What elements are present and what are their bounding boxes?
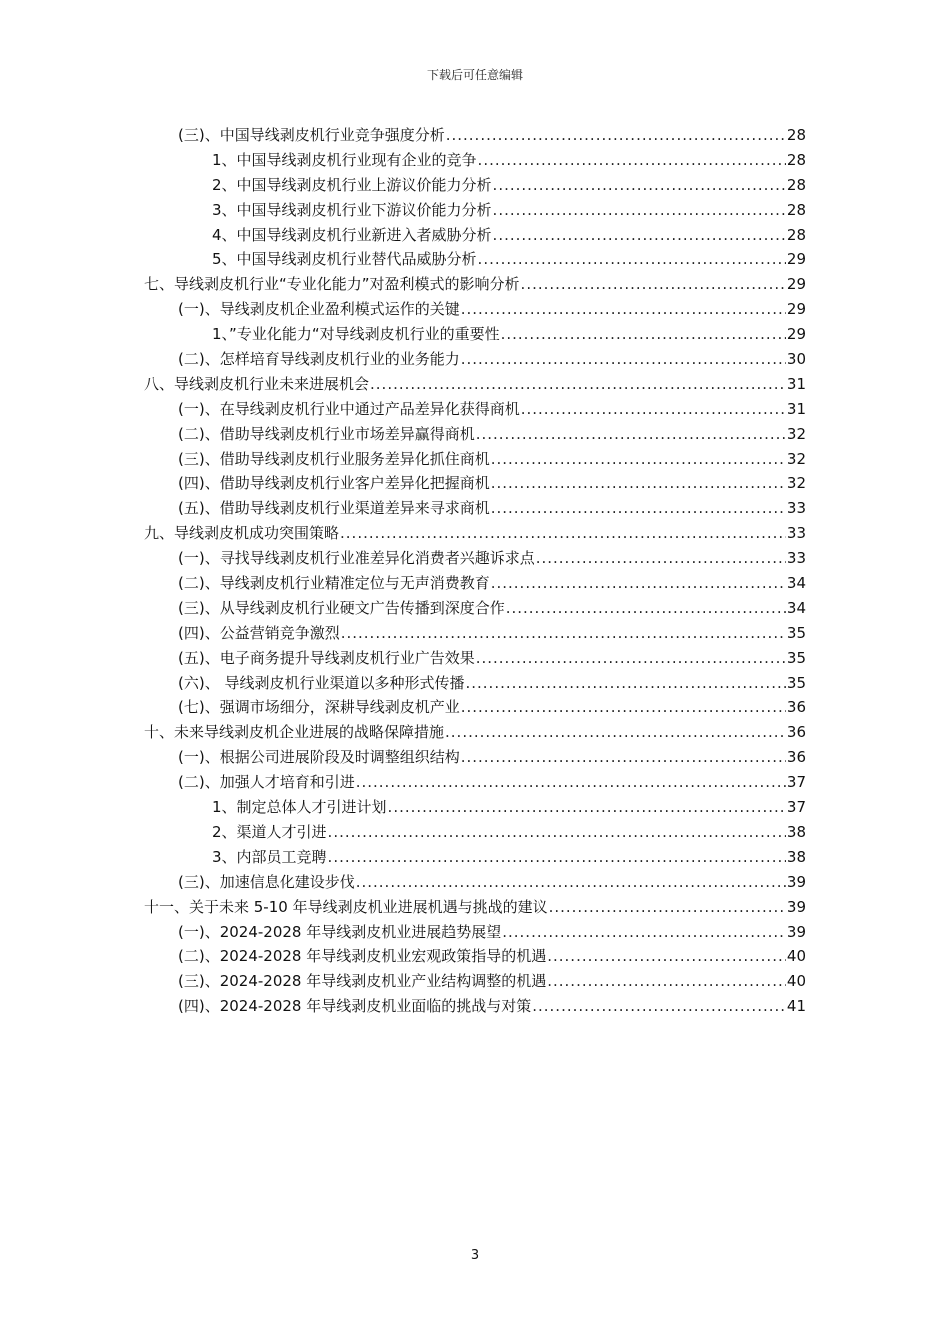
page-header: 下载后可任意编辑 bbox=[426, 68, 523, 82]
toc-entry-title: (三)、中国导线剥皮机行业竞争强度分析 bbox=[178, 126, 445, 144]
toc-entry-page: 34 bbox=[786, 598, 806, 617]
toc-entry-page: 36 bbox=[786, 748, 806, 767]
toc-leader-dots bbox=[476, 649, 786, 667]
toc-entry-title: 2、渠道人才引进 bbox=[212, 822, 327, 841]
toc-entry-title: 3、内部员工竞聘 bbox=[212, 847, 327, 866]
toc-entry[interactable] bbox=[144, 995, 806, 1020]
toc-entry[interactable] bbox=[144, 124, 806, 149]
toc-entry[interactable] bbox=[144, 323, 806, 348]
toc-entry-page: 34 bbox=[786, 574, 806, 593]
toc-leader-dots bbox=[493, 226, 786, 244]
toc-leader-dots bbox=[501, 325, 786, 343]
toc-leader-dots bbox=[476, 425, 786, 443]
toc-entry-page: 35 bbox=[786, 623, 806, 642]
toc-entry[interactable] bbox=[144, 149, 806, 174]
toc-leader-dots bbox=[493, 176, 786, 194]
toc-entry[interactable] bbox=[144, 647, 806, 672]
toc-leader-dots bbox=[370, 375, 786, 393]
toc-leader-dots bbox=[478, 250, 786, 268]
toc-leader-dots bbox=[478, 151, 786, 169]
toc-leader-dots bbox=[356, 773, 786, 791]
toc-entry-page: 36 bbox=[786, 698, 806, 717]
toc-entry-page: 39 bbox=[786, 897, 806, 916]
table-of-contents bbox=[144, 124, 806, 1020]
toc-entry-title: (一)、导线剥皮机企业盈利模式运作的关键 bbox=[178, 300, 460, 319]
toc-entry-title: (四)、借助导线剥皮机行业客户差异化把握商机 bbox=[178, 474, 490, 493]
toc-leader-dots bbox=[493, 201, 786, 219]
toc-entry-page: 28 bbox=[786, 225, 806, 244]
toc-entry[interactable] bbox=[144, 248, 806, 273]
toc-leader-dots bbox=[547, 972, 786, 990]
toc-entry-page: 36 bbox=[786, 723, 806, 742]
toc-entry-title: (四)、2024-2028 年导线剥皮机业面临的挑战与对策 bbox=[178, 997, 532, 1016]
toc-entry-page: 39 bbox=[786, 872, 806, 891]
toc-entry[interactable] bbox=[144, 398, 806, 423]
toc-entry[interactable] bbox=[144, 846, 806, 871]
toc-entry-page: 32 bbox=[786, 449, 806, 468]
toc-entry-page: 30 bbox=[786, 350, 806, 369]
toc-entry[interactable] bbox=[144, 921, 806, 946]
toc-entry-page: 35 bbox=[786, 648, 806, 667]
toc-entry-page: 39 bbox=[786, 922, 806, 941]
toc-entry[interactable] bbox=[144, 497, 806, 522]
toc-leader-dots bbox=[341, 624, 786, 642]
toc-leader-dots bbox=[461, 350, 786, 368]
toc-entry-title: 2、中国导线剥皮机行业上游议价能力分析 bbox=[212, 175, 492, 194]
toc-leader-dots bbox=[445, 723, 786, 741]
toc-entry[interactable] bbox=[144, 348, 806, 373]
toc-entry[interactable] bbox=[144, 622, 806, 647]
toc-entry-title: (二)、加强人才培育和引进 bbox=[178, 773, 355, 792]
toc-entry-page: 29 bbox=[786, 250, 806, 269]
toc-entry-page: 33 bbox=[786, 499, 806, 518]
toc-entry-title: 八、导线剥皮机行业未来进展机会 bbox=[144, 374, 370, 393]
toc-entry-title: (一)、2024-2028 年导线剥皮机业进展趋势展望 bbox=[178, 922, 502, 941]
toc-entry-title: 1、制定总体人才引进计划 bbox=[212, 798, 387, 817]
toc-entry-page: 31 bbox=[786, 399, 806, 418]
toc-leader-dots bbox=[536, 549, 786, 567]
toc-entry-page: 29 bbox=[786, 325, 806, 344]
toc-entry-title: (二)、借助导线剥皮机行业市场差异赢得商机 bbox=[178, 424, 475, 443]
toc-leader-dots bbox=[502, 923, 786, 941]
toc-entry-page: 37 bbox=[786, 798, 806, 817]
toc-entry[interactable] bbox=[144, 721, 806, 746]
toc-entry-title: (一)、根据公司进展阶段及时调整组织结构 bbox=[178, 748, 460, 767]
toc-leader-dots bbox=[465, 674, 785, 692]
toc-entry[interactable] bbox=[144, 373, 806, 398]
toc-entry-title: (三)、加速信息化建设步伐 bbox=[178, 872, 355, 891]
toc-entry-page: 31 bbox=[786, 374, 806, 393]
toc-leader-dots bbox=[547, 947, 786, 965]
toc-entry-title: (三)、借助导线剥皮机行业服务差异化抓住商机 bbox=[178, 449, 490, 468]
toc-entry-title: (一)、寻找导线剥皮机行业准差异化消费者兴趣诉求点 bbox=[178, 549, 535, 568]
toc-leader-dots bbox=[356, 873, 786, 891]
toc-entry[interactable] bbox=[144, 199, 806, 224]
toc-entry-title: (七)、强调市场细分，深耕导线剥皮机产业 bbox=[178, 698, 460, 717]
toc-entry-page: 29 bbox=[786, 275, 806, 294]
toc-leader-dots bbox=[446, 126, 786, 144]
toc-entry-title: (六)、 导线剥皮机行业渠道以多种形式传播 bbox=[178, 673, 465, 692]
toc-entry[interactable] bbox=[144, 597, 806, 622]
toc-entry[interactable] bbox=[144, 896, 806, 921]
toc-entry[interactable] bbox=[144, 298, 806, 323]
toc-entry-page: 28 bbox=[786, 150, 806, 169]
toc-entry-title: 1、”专业化能力“对导线剥皮机行业的重要性 bbox=[212, 325, 500, 344]
toc-entry-page: 32 bbox=[786, 474, 806, 493]
toc-leader-dots bbox=[491, 574, 786, 592]
toc-leader-dots bbox=[340, 524, 786, 542]
toc-entry-page: 38 bbox=[786, 847, 806, 866]
toc-entry-page: 29 bbox=[786, 300, 806, 319]
toc-entry[interactable] bbox=[144, 945, 806, 970]
toc-entry-title: 七、导线剥皮机行业“专业化能力”对盈利模式的影响分析 bbox=[144, 275, 520, 294]
toc-entry-title: (五)、借助导线剥皮机行业渠道差异来寻求商机 bbox=[178, 499, 490, 518]
toc-leader-dots bbox=[491, 450, 786, 468]
toc-entry[interactable] bbox=[144, 423, 806, 448]
toc-leader-dots bbox=[388, 798, 786, 816]
toc-leader-dots bbox=[328, 823, 786, 841]
toc-leader-dots bbox=[549, 898, 786, 916]
toc-entry[interactable] bbox=[144, 547, 806, 572]
toc-entry-title: 1、中国导线剥皮机行业现有企业的竞争 bbox=[212, 150, 477, 169]
toc-entry[interactable] bbox=[144, 672, 806, 697]
toc-entry-page: 40 bbox=[786, 972, 806, 991]
toc-leader-dots bbox=[506, 599, 786, 617]
toc-leader-dots bbox=[532, 997, 786, 1015]
toc-leader-dots bbox=[461, 698, 786, 716]
toc-entry-page: 38 bbox=[786, 822, 806, 841]
toc-entry-title: 十一、关于未来 5-10 年导线剥皮机业进展机遇与挑战的建议 bbox=[144, 897, 548, 916]
toc-leader-dots bbox=[491, 474, 786, 492]
toc-entry[interactable] bbox=[144, 970, 806, 995]
toc-entry[interactable] bbox=[144, 572, 806, 597]
toc-leader-dots bbox=[461, 300, 786, 318]
toc-leader-dots bbox=[461, 748, 786, 766]
toc-entry-title: (三)、从导线剥皮机行业硬文广告传播到深度合作 bbox=[178, 598, 505, 617]
toc-entry-title: 5、中国导线剥皮机行业替代品威胁分析 bbox=[212, 250, 477, 269]
toc-entry-title: (三)、2024-2028 年导线剥皮机业产业结构调整的机遇 bbox=[178, 972, 547, 991]
toc-entry[interactable] bbox=[144, 273, 806, 298]
toc-entry-page: 35 bbox=[786, 673, 806, 692]
toc-leader-dots bbox=[328, 848, 786, 866]
toc-entry[interactable] bbox=[144, 448, 806, 473]
toc-entry-title: (一)、在导线剥皮机行业中通过产品差异化获得商机 bbox=[178, 399, 520, 418]
toc-entry-page: 41 bbox=[786, 997, 806, 1016]
toc-entry-title: (五)、电子商务提升导线剥皮机行业广告效果 bbox=[178, 648, 475, 667]
toc-entry[interactable] bbox=[144, 696, 806, 721]
toc-entry[interactable] bbox=[144, 796, 806, 821]
toc-entry-title: 4、中国导线剥皮机行业新进入者威胁分析 bbox=[212, 225, 492, 244]
toc-entry[interactable] bbox=[144, 472, 806, 497]
toc-entry-title: (二)、2024-2028 年导线剥皮机业宏观政策指导的机遇 bbox=[178, 947, 547, 966]
toc-leader-dots bbox=[521, 275, 786, 293]
toc-leader-dots bbox=[491, 499, 786, 517]
toc-entry[interactable] bbox=[144, 522, 806, 547]
toc-entry-page: 37 bbox=[786, 773, 806, 792]
toc-entry[interactable] bbox=[144, 746, 806, 771]
toc-entry-page: 33 bbox=[786, 549, 806, 568]
toc-entry-title: (二)、怎样培育导线剥皮机行业的业务能力 bbox=[178, 350, 460, 369]
toc-entry-page: 28 bbox=[786, 175, 806, 194]
toc-leader-dots bbox=[521, 400, 786, 418]
toc-entry-page: 28 bbox=[786, 200, 806, 219]
toc-entry-title: 九、导线剥皮机成功突围策略 bbox=[144, 524, 340, 543]
toc-entry-page: 33 bbox=[786, 524, 806, 543]
toc-entry[interactable] bbox=[144, 174, 806, 199]
page-number: 3 bbox=[470, 1248, 480, 1263]
toc-entry-page: 32 bbox=[786, 424, 806, 443]
toc-entry-title: (二)、导线剥皮机行业精准定位与无声消费教育 bbox=[178, 574, 490, 593]
toc-entry-title: 3、中国导线剥皮机行业下游议价能力分析 bbox=[212, 200, 492, 219]
toc-entry-title: (四)、公益营销竞争激烈 bbox=[178, 623, 340, 642]
toc-entry[interactable] bbox=[144, 224, 806, 249]
toc-entry-page: 28 bbox=[786, 126, 806, 144]
toc-entry[interactable] bbox=[144, 871, 806, 896]
toc-entry-title: 十、未来导线剥皮机企业进展的战略保障措施 bbox=[144, 723, 445, 742]
toc-entry[interactable] bbox=[144, 771, 806, 796]
toc-entry-page: 40 bbox=[786, 947, 806, 966]
toc-entry[interactable] bbox=[144, 821, 806, 846]
